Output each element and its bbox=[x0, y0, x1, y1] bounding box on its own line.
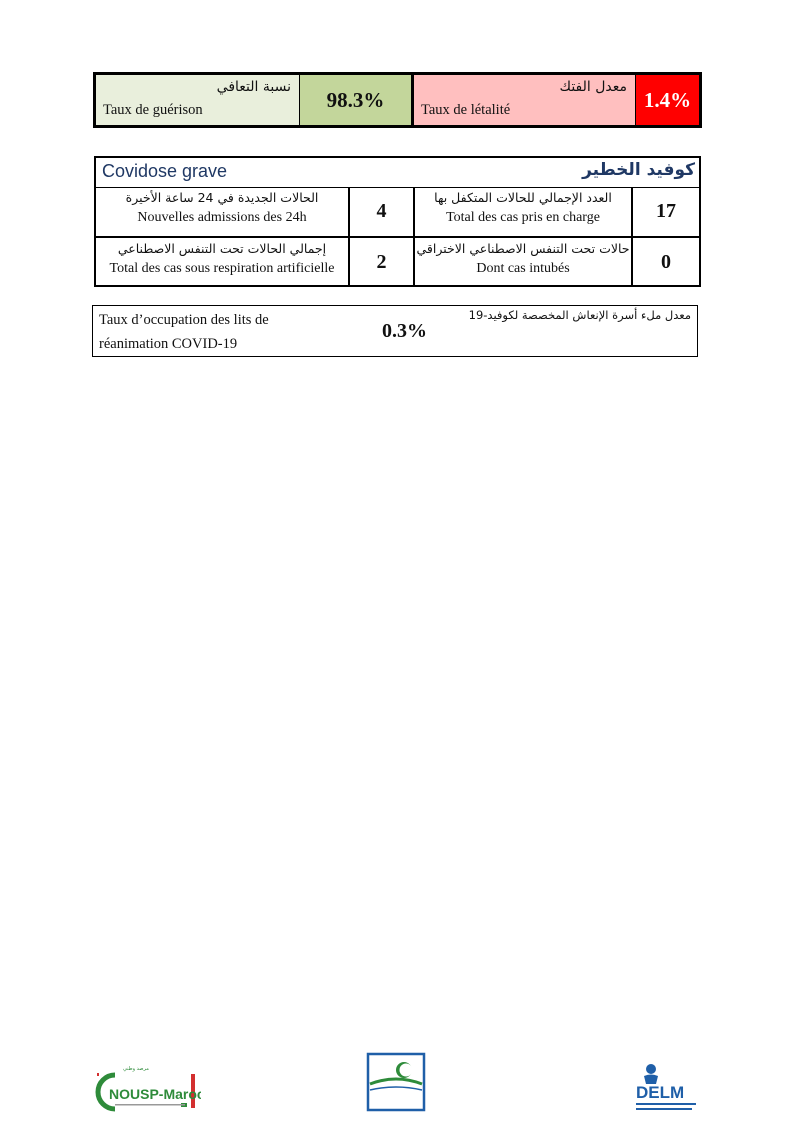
nousp-logo bbox=[93, 1063, 201, 1113]
intubated-cases-label-ar: حالات تحت التنفس الاصطناعي الاختراقي bbox=[416, 241, 630, 256]
new-admissions-value: 4 bbox=[350, 187, 415, 236]
icu-occupancy-label-fr-line1: Taux d’occupation des lits de bbox=[99, 312, 269, 328]
artificial-respiration-value: 2 bbox=[350, 238, 415, 287]
total-cases-label bbox=[415, 187, 633, 236]
intubated-cases-label-fr: Dont cas intubés bbox=[476, 261, 570, 276]
new-admissions-label-fr: Nouvelles admissions des 24h bbox=[137, 210, 307, 225]
artificial-respiration-label-ar: إجمالي الحالات تحت التنفس الاصطناعي bbox=[117, 241, 327, 256]
artificial-respiration-label bbox=[96, 238, 350, 287]
nousp-logo-text: NOUSP-Maroc bbox=[109, 1086, 201, 1102]
severe-covid-title-fr: Covidose grave bbox=[102, 161, 228, 181]
recovery-rate-label-cell bbox=[96, 75, 300, 125]
delm-logo bbox=[634, 1062, 700, 1116]
lethality-rate-value: 1.4% bbox=[636, 75, 699, 125]
severe-covid-title-ar: كوفيد الخطير bbox=[582, 160, 695, 180]
delm-logo-text: DELM bbox=[636, 1083, 685, 1102]
total-cases-value: 17 bbox=[656, 200, 676, 222]
icu-occupancy-label-fr bbox=[99, 308, 319, 356]
severe-covid-header bbox=[96, 158, 699, 188]
icu-occupancy-label-fr-line2: réanimation COVID-19 bbox=[99, 336, 238, 352]
recovery-rate-value: 98.3% bbox=[300, 75, 414, 125]
delm-logo-icon bbox=[634, 1062, 700, 1116]
total-cases-label-ar: العدد الإجمالي للحالات المتكفل بها bbox=[434, 190, 612, 205]
table-row bbox=[96, 238, 699, 287]
nousp-logo-icon bbox=[93, 1063, 201, 1113]
icu-occupancy-label-ar: معدل ملء أسرة الإنعاش المخصصة لكوفيد-19 bbox=[468, 308, 691, 322]
lethality-rate-label-ar: معدل الفتك bbox=[559, 79, 627, 95]
total-cases-label-fr: Total des cas pris en charge bbox=[446, 210, 600, 225]
new-admissions-label bbox=[96, 187, 350, 236]
recovery-rate-label-fr: Taux de guérison bbox=[103, 102, 203, 118]
ministry-logo-icon bbox=[366, 1052, 426, 1112]
intubated-cases-value: 0 bbox=[661, 251, 671, 273]
intubated-cases-label bbox=[415, 238, 633, 287]
icu-occupancy-table bbox=[92, 305, 698, 357]
ministry-logo bbox=[366, 1052, 426, 1112]
lethality-rate-label-cell bbox=[414, 75, 636, 125]
icu-occupancy-value: 0.3% bbox=[382, 320, 427, 342]
artificial-respiration-label-fr: Total des cas sous respiration artificielle bbox=[109, 261, 335, 276]
table-row bbox=[96, 187, 699, 238]
severe-covid-table bbox=[94, 156, 701, 287]
rates-table bbox=[93, 72, 702, 128]
lethality-rate-label-fr: Taux de létalité bbox=[421, 102, 511, 118]
new-admissions-label-ar: الحالات الجديدة في 24 ساعة الأخيرة bbox=[125, 190, 319, 205]
recovery-rate-label-ar: نسبة التعافي bbox=[216, 79, 291, 95]
svg-text:مرصد وطني: مرصد وطني bbox=[123, 1066, 149, 1072]
